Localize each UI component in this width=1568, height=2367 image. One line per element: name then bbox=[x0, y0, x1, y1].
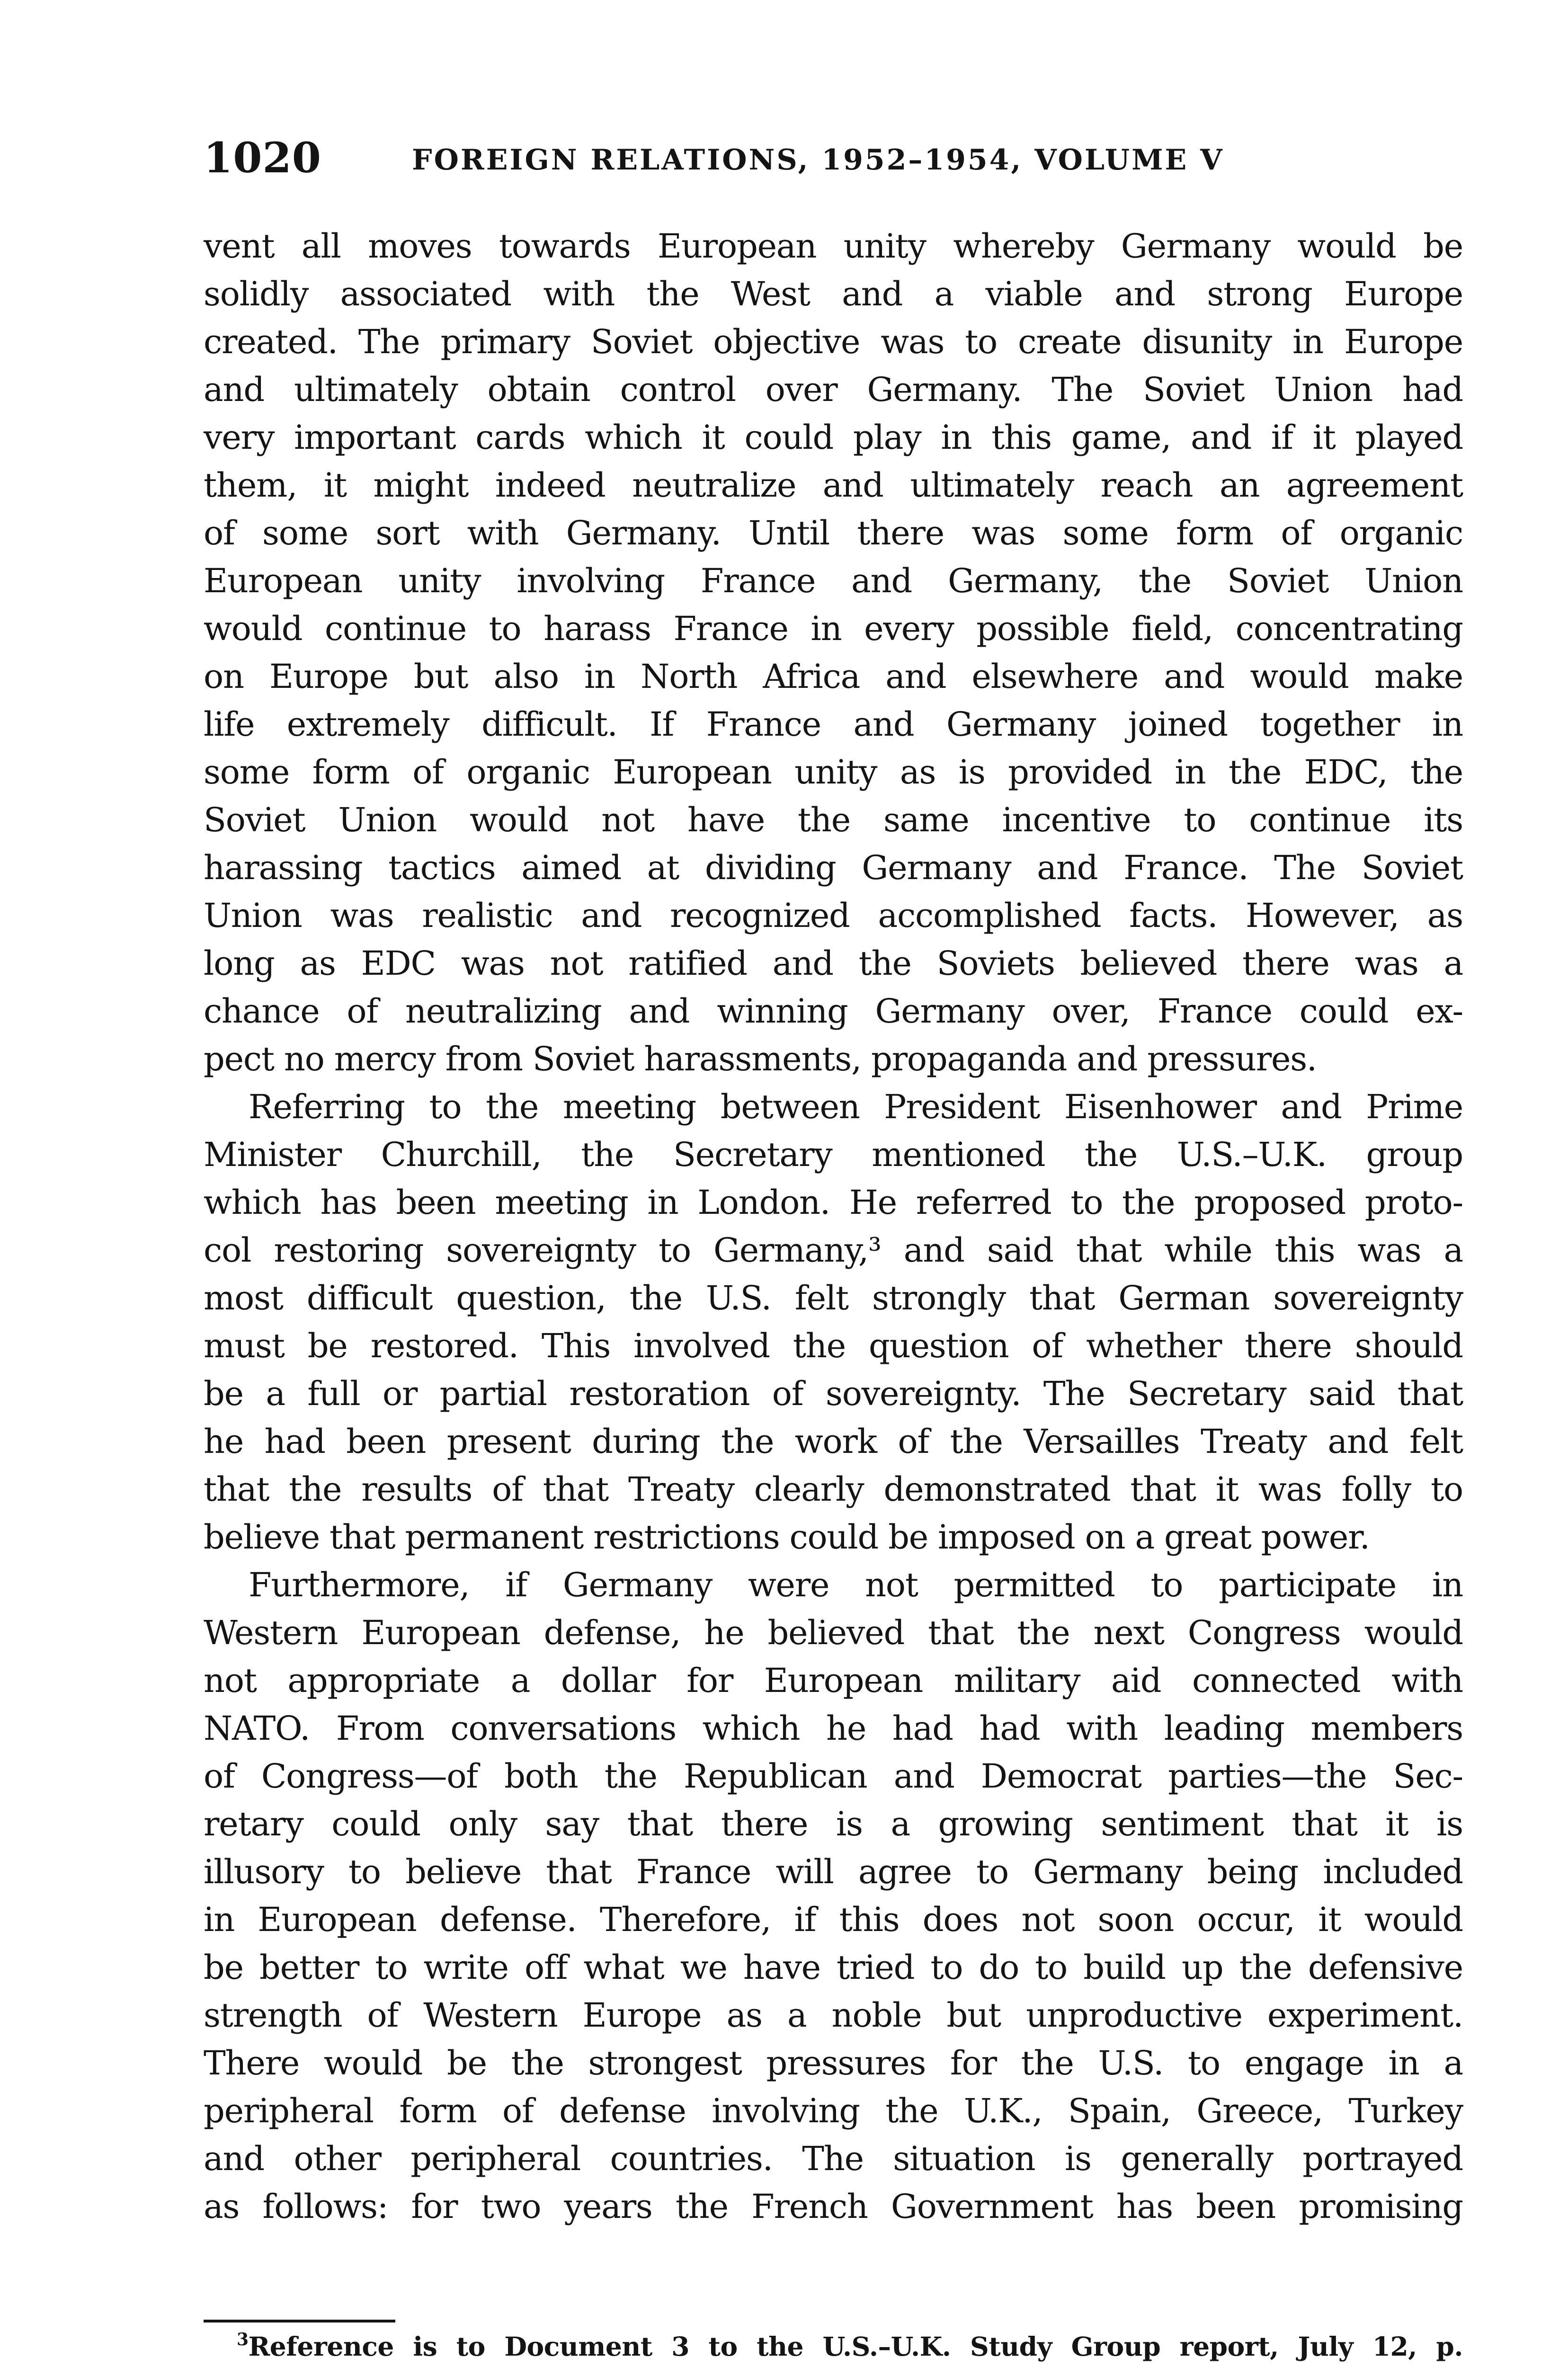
text-line: most difficult question, the U.S. felt strongly that German sovereignty bbox=[204, 1279, 1463, 1317]
text-line: and ultimately obtain control over Germany. The Soviet Union had bbox=[204, 370, 1463, 409]
text-line: he had been present during the work of the Versailles Treaty and felt bbox=[204, 1422, 1463, 1461]
text-line: created. The primary Soviet objective was to create disunity in Europe bbox=[204, 322, 1463, 361]
text-line: long as EDC was not ratified and the Soviets believed there was a bbox=[204, 944, 1463, 983]
paragraph-1 bbox=[204, 222, 1463, 1083]
page-number: 1020 bbox=[204, 133, 321, 182]
text-line: would continue to harass France in every possible field, concentrating bbox=[204, 609, 1463, 648]
text-line: chance of neutralizing and winning Germany over, France could ex- bbox=[204, 992, 1463, 1031]
footnote-marker: 3 bbox=[237, 2330, 249, 2349]
footnote bbox=[204, 2328, 1463, 2367]
text-line: and other peripheral countries. The situation is generally portrayed bbox=[204, 2139, 1463, 2178]
text-line: that the results of that Treaty clearly demonstrated that it was folly to bbox=[204, 1470, 1463, 1509]
text-line: Western European defense, he believed that the next Congress would bbox=[204, 1613, 1463, 1652]
text-line: of some sort with Germany. Until there was some form of organic bbox=[204, 514, 1463, 552]
text-line: vent all moves towards European unity whereby Germany would be bbox=[204, 227, 1463, 266]
text-line: col restoring sovereignty to Germany,³ and said that while this was a bbox=[204, 1231, 1463, 1270]
text-line: be better to write off what we have tried to do to build up the defensive bbox=[204, 1948, 1463, 1987]
text-line: harassing tactics aimed at dividing Germany and France. The Soviet bbox=[204, 848, 1463, 887]
text-line: very important cards which it could play in this game, and if it played bbox=[204, 418, 1463, 457]
text-line: retary could only say that there is a growing sentiment that it is bbox=[204, 1805, 1463, 1843]
text-line: Referring to the meeting between President Eisenhower and Prime bbox=[249, 1087, 1463, 1126]
running-head: FOREIGN RELATIONS, 1952–1954, VOLUME V bbox=[412, 143, 1224, 177]
text-line: illusory to believe that France will agree to Germany being included bbox=[204, 1852, 1463, 1891]
text-line: strength of Western Europe as a noble but unproductive experiment. bbox=[204, 1996, 1463, 2035]
text-line: peripheral form of defense involving the U.K., Spain, Greece, Turkey bbox=[204, 2091, 1463, 2130]
text-line: life extremely difficult. If France and Germany joined together in bbox=[204, 705, 1463, 744]
text-line: There would be the strongest pressures for the U.S. to engage in a bbox=[204, 2044, 1463, 2082]
paragraph-2 bbox=[204, 1083, 1463, 1561]
text-line: must be restored. This involved the question of whether there should bbox=[204, 1326, 1463, 1365]
footnote-rule bbox=[204, 2320, 395, 2323]
text-line: as follows: for two years the French Government has been promising bbox=[204, 2187, 1463, 2226]
text-line: Furthermore, if Germany were not permitted to participate in bbox=[249, 1566, 1463, 1604]
text-line: Minister Churchill, the Secretary mentioned the U.S.–U.K. group bbox=[204, 1135, 1463, 1174]
footnote-line bbox=[204, 2328, 1463, 2365]
text-line: NATO. From conversations which he had had with leading members bbox=[204, 1709, 1463, 1748]
paragraph-3 bbox=[204, 1561, 1463, 2231]
text-line: Soviet Union would not have the same incentive to continue its bbox=[204, 801, 1463, 839]
text-line: in European defense. Therefore, if this does not soon occur, it would bbox=[204, 1900, 1463, 1939]
text-line: some form of organic European unity as is provided in the EDC, the bbox=[204, 753, 1463, 792]
text-line: which has been meeting in London. He referred to the proposed proto- bbox=[204, 1183, 1463, 1222]
text-line: them, it might indeed neutralize and ultimately reach an agreement bbox=[204, 466, 1463, 505]
footnote-text: Reference is to Document 3 to the U.S.–U.K. Study Group report, July 12, p. bbox=[248, 2331, 1463, 2362]
text-line: pect no mercy from Soviet harassments, propaganda and pressures. bbox=[204, 1040, 1317, 1078]
footnote-line bbox=[204, 2365, 1463, 2367]
text-line: solidly associated with the West and a viable and strong Europe bbox=[204, 275, 1463, 313]
text-line: European unity involving France and Germany, the Soviet Union bbox=[204, 561, 1463, 600]
body-text bbox=[204, 222, 1463, 2231]
text-line: be a full or partial restoration of sovereignty. The Secretary said that bbox=[204, 1374, 1463, 1413]
page-header bbox=[204, 132, 1463, 184]
text-line: of Congress—of both the Republican and Democrat parties—the Sec- bbox=[204, 1757, 1463, 1796]
text-line: Union was realistic and recognized accomplished facts. However, as bbox=[204, 896, 1463, 935]
text-line: on Europe but also in North Africa and elsewhere and would make bbox=[204, 657, 1463, 696]
text-line: not appropriate a dollar for European military aid connected with bbox=[204, 1661, 1463, 1700]
text-line: believe that permanent restrictions could be imposed on a great power. bbox=[204, 1518, 1370, 1557]
